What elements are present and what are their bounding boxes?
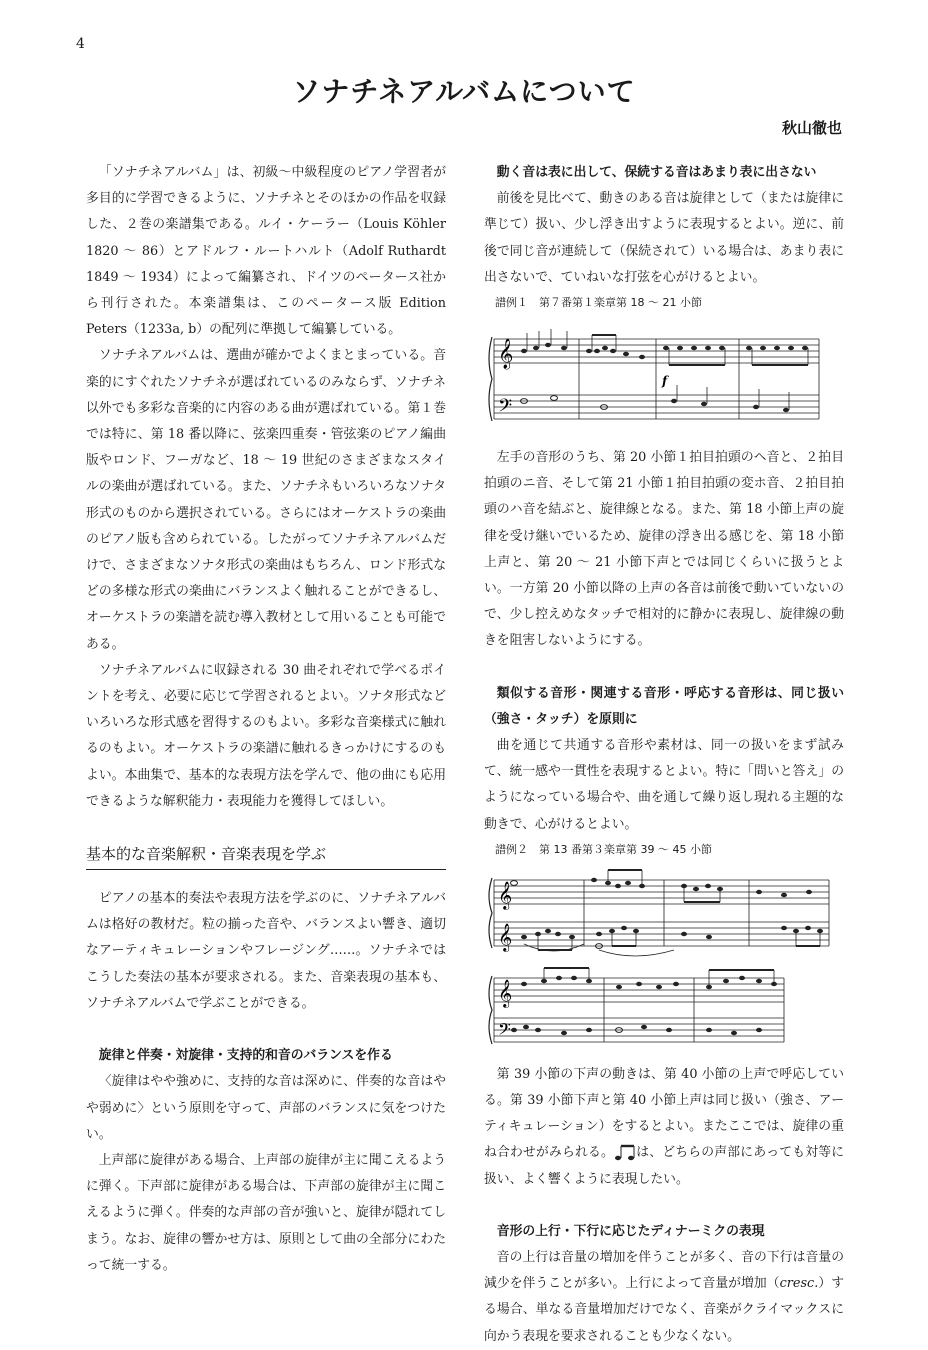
paragraph-moving-notes: 前後を見比べて、動きのある音は旋律として（または旋律に準じて）扱い、少し浮き出すように表現するとよい。逆に、前後で同じ音が連続して（保続されて）いる場合は、あまり表に出さないで、ていねいな打弦を心がけるとよい。 (484, 191, 844, 285)
paragraph-left-hand-line: 左手の音形のうち、第 20 小節１拍目拍頭のヘ音と、２拍目拍頭のニ音、そして第 21 小節１拍目拍頭の変ホ音、２拍目拍頭のハ音を結ぶと、旋律線となる。また、第 18 小節上声の旋律を受け継いでいるため、旋律の浮き出る感じを、第 18 小節上声と、第 20 〜 21 小節下声とでは同じくらいに扱うとよい。一方第 20 小節以降の上声の各音は前後で動いていないので、少し控えめなタッチで相対的に静かに表現し、旋律線の動きを阻害しないようにする。 (484, 450, 844, 649)
subheading-similar-figures: 類似する音形・関連する音形・呼応する音形は、同じ扱い（強さ・タッチ）を原則に (484, 685, 844, 727)
left-column (86, 160, 446, 1279)
page-title: ソナチネアルバムについて (292, 75, 636, 108)
svg-text:𝄞: 𝄞 (498, 978, 513, 1007)
right-column (484, 160, 844, 1350)
paragraph-call-response: 第 39 小節の下声の動きは、第 40 小節の上声で呼応している。第 39 小節下声と第 40 小節上声は同じ扱い（強さ、アーティキュレーション）をするとよい。またここでは、旋律の重ね合わせがみられる。 は、どちらの声部にあっても対等に扱い、よく響くように表現したい。 (484, 1066, 845, 1187)
author-name: 秋山徹也 (781, 119, 842, 137)
paragraph-intro: 「ソナチネアルバム」は、初級〜中級程度のピアノ学習者が多目的に学習できるように、ソナチネとそのほかの作品を収録した、２巻の楽譜集である。ルイ・ケーラー（Louis Köhler 1820 〜 86）とアドルフ・ルートハルト（Adolf Ruthardt 1849 〜 1934）によって編纂され、ドイツのペータース社から刊行された。本楽譜集は、このペータース版 Edition Peters（1233a, b）の配列に準拠して編纂している。 (86, 165, 446, 338)
paragraph-selection: ソナチネアルバムは、選曲が確かでよくまとまっている。音楽的にすぐれたソナチネが選ばれているのみならず、ソナチネ以外でも多彩な音楽的に内容のある曲が選ばれている。第１巻では特に、第 18 番以降に、弦楽四重奏・管弦楽のピアノ編曲版やロンド、フーガなど、18 〜 19 世紀のさまざまなスタイルの楽曲が選ばれている。また、ソナチネもいろいろなソナタ形式のものから選択されている。さらにはオーケストラの楽曲のピアノ版も含められている。したがってソナチネアルバムだけで、さまざまなソナタ形式の楽曲はもちろん、ロンド形式などの多様な形式の楽曲にバランスよく触れることができるし、オーケストラの楽譜を読む導入教材として用いることも可能である。 (86, 348, 446, 652)
paragraph-study-points: ソナチネアルバムに収録される 30 曲それぞれで学べるポイントを考え、必要に応じて学習されるとよい。ソナタ形式などいろいろな形式感を習得するのもよい。多彩な音楽様式に触れるのもよい。オーケストラの楽譜に触れるきっかけにするのもよい。本曲集で、基本的な表現方法を学んで、他の曲にも応用できるような解釈能力・表現能力を獲得してほしい。 (86, 662, 446, 809)
paragraph-dynamics: 音の上行は音量の増加を伴うことが多く、音の下行は音量の減少を伴うことが多い。上行によって音量が増加（cresc.）する場合、単なる音量増加だけでなく、音楽がクライマックスに向かう表現を要求されることも少なくない。 (484, 1250, 845, 1344)
paragraph-basics: ピアノの基本的奏法や表現方法を学ぶのに、ソナチネアルバムは格好の教材だ。粒の揃った音や、バランスよい響き、適切なアーティキュレーションやフレージング……。ソナチネではこうした奏法の基本が要求される。また、音楽表現の基本も、ソナチネアルバムで学ぶことができる。 (86, 891, 446, 1011)
music-score-example-2 (484, 866, 834, 1056)
eighth-notes-icon (614, 1144, 636, 1162)
paragraph-similar-figures: 曲を通じて共通する音形や素材は、同一の扱いをまず試みて、統一感や一貫性を表現するとよい。特に「問いと答え」のようになっている場合や、曲を通して繰り返し現れる主題的な動きで、心がけるとよい。 (484, 738, 844, 832)
music-score-example-1 (484, 319, 824, 439)
svg-text:𝄢: 𝄢 (498, 1018, 511, 1043)
paragraph-balance-principle: 〈旋律はやや強めに、支持的な音は深めに、伴奏的な音はやや弱めに〉という原則を守って、声部のバランスに気をつけたい。 (86, 1074, 446, 1142)
bass-clef-icon: 𝄢 (498, 396, 513, 422)
example2-caption: 譜例２ 第 13 番第３楽章第 39 〜 45 小節 (495, 842, 712, 856)
dynamic-marking: f (662, 374, 668, 389)
svg-text:𝄞: 𝄞 (498, 880, 513, 909)
treble-clef-icon: 𝄞 (498, 339, 514, 370)
example1-caption: 譜例１ 第７番第１楽章第 18 〜 21 小節 (495, 296, 702, 310)
svg-text:𝄞: 𝄞 (498, 922, 513, 951)
subheading-balance: 旋律と伴奏・対旋律・支持的和音のバランスを作る (98, 1048, 393, 1064)
subheading-moving-notes: 動く音は表に出して、保続する音はあまり表に出さない (496, 165, 817, 180)
subheading-dynamics: 音形の上行・下行に応じたディナーミクの表現 (496, 1223, 765, 1239)
section-heading: 基本的な音楽解釈・音楽表現を学ぶ (86, 841, 446, 870)
cresc-marking: cresc. (779, 1276, 819, 1292)
page-number: 4 (76, 36, 85, 52)
paragraph-melody-voice: 上声部に旋律がある場合、上声部の旋律が主に聞こえるように弾く。下声部に旋律がある場合は、下声部の旋律が主に聞こえるように弾く。伴奏的な声部の音が強いと、旋律が隠れてしまう。なお、旋律の響かせ方は、原則として曲の全部分にわたって統一する。 (86, 1152, 446, 1273)
